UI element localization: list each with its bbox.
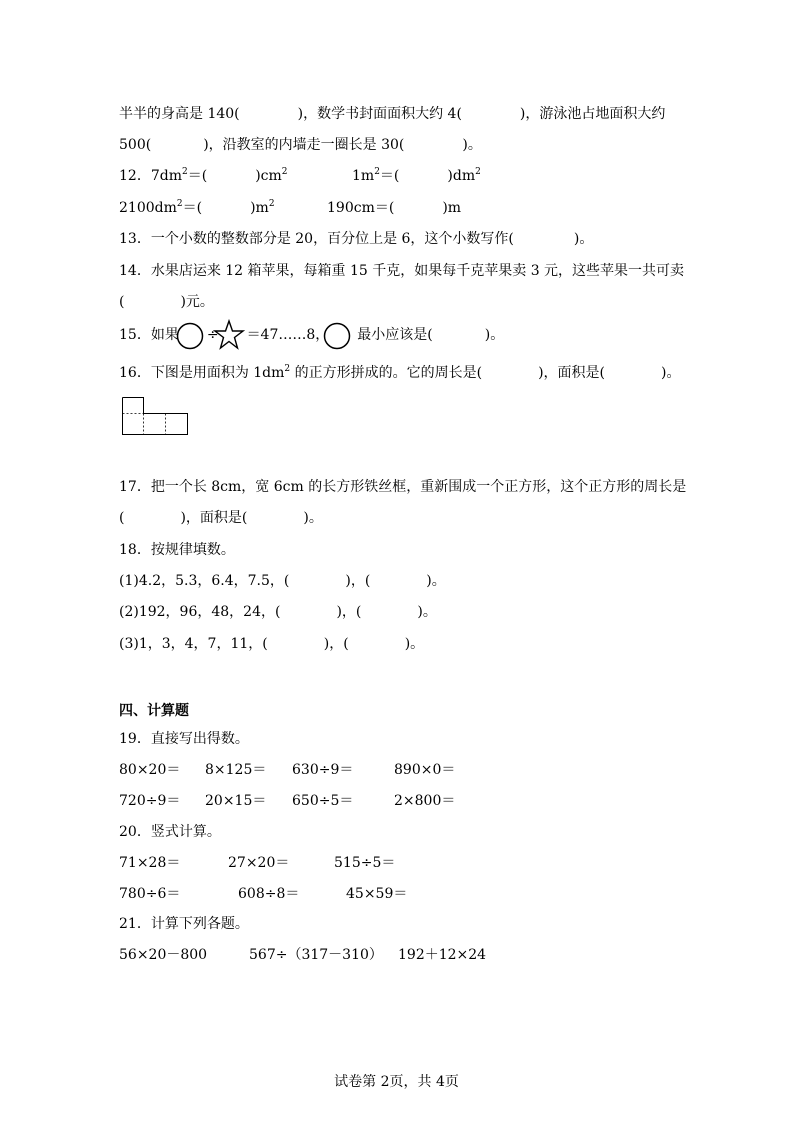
q19-item: 20×15＝ [205, 793, 267, 809]
q19-item: 2×800＝ [394, 793, 456, 809]
question-12-part-d: 190cm＝( )m [327, 200, 462, 216]
circle-shape-2 [322, 321, 352, 351]
question-18-row-2: (2)192，96，48，24，( )，( )。 [119, 604, 437, 620]
question-18-title: 18．按规律填数。 [119, 542, 235, 558]
q21-item: 192＋12×24 [398, 947, 487, 963]
question-17-line-2: ( )，面积是( )。 [119, 510, 323, 526]
question-12-part-b: $1m^2=$( )$dm^2$ [352, 167, 481, 184]
question-16: 16．下图是用面积为 $1dm^2$ 的正方形拼成的。它的周长是( )，面积是( )。 [119, 364, 681, 381]
page-footer: 试卷第 2页，共 4页 [334, 1074, 459, 1090]
q19-item: 890×0＝ [394, 762, 456, 778]
q20-item: 27×20＝ [228, 855, 290, 871]
q19-item: 8×125＝ [205, 762, 267, 778]
square-figure [119, 394, 191, 442]
q20-item: 515÷5＝ [334, 855, 396, 871]
question-20-title: 20．竖式计算。 [119, 824, 221, 840]
q20-item: 608÷8＝ [238, 886, 300, 902]
question-13: 13．一个小数的整数部分是 20，百分位上是 6，这个小数写作( )。 [119, 231, 594, 247]
q20-item: 71×28＝ [119, 855, 181, 871]
question-17-line-1: 17．把一个长 8cm，宽 6cm 的长方形铁丝框，重新围成一个正方形，这个正方形的周长是 [119, 479, 687, 495]
q20-item: 780÷6＝ [119, 886, 181, 902]
circle-shape-1 [175, 321, 205, 351]
question-21-title: 21．计算下列各题。 [119, 916, 249, 932]
question-19-title: 19．直接写出得数。 [119, 731, 249, 747]
question-11-line-1: 半半的身高是 140( )，数学书封面面积大约 4( )，游泳池占地面积大约 [119, 106, 666, 122]
q19-item: 80×20＝ [119, 762, 181, 778]
q19-item: 630÷9＝ [292, 762, 354, 778]
section-4-heading: 四、计算题 [119, 703, 189, 719]
question-18-row-1: (1)4.2，5.3，6.4，7.5，( )，( )。 [119, 573, 446, 589]
question-14-line-1: 14．水果店运来 12 箱苹果，每箱重 15 千克，如果每千克苹果卖 3 元，这些苹果一共可卖 [119, 263, 685, 279]
question-12-part-c: $2100dm^2=$( )$m^2$ [119, 199, 275, 216]
q19-item: 720÷9＝ [119, 793, 181, 809]
question-11-line-2: 500( )，沿教室的内墙走一圈长是 30( )。 [119, 137, 482, 153]
q21-item: 56×20－800 [119, 947, 208, 963]
question-14-line-2: ( )元。 [119, 294, 214, 310]
q19-item: 650÷5＝ [292, 793, 354, 809]
question-15: 15．如果 ÷ ＝47……8， 最小应该是( )。 [119, 327, 505, 343]
q20-item: 45×59＝ [346, 886, 408, 902]
star-shape [213, 319, 245, 351]
q21-item: 567÷（317－310） [249, 947, 383, 963]
question-18-row-3: (3)1，3，4，7，11，( )，( )。 [119, 636, 425, 652]
question-12-part-a: 12．$7dm^2=$( )$cm^2$ [119, 167, 288, 184]
